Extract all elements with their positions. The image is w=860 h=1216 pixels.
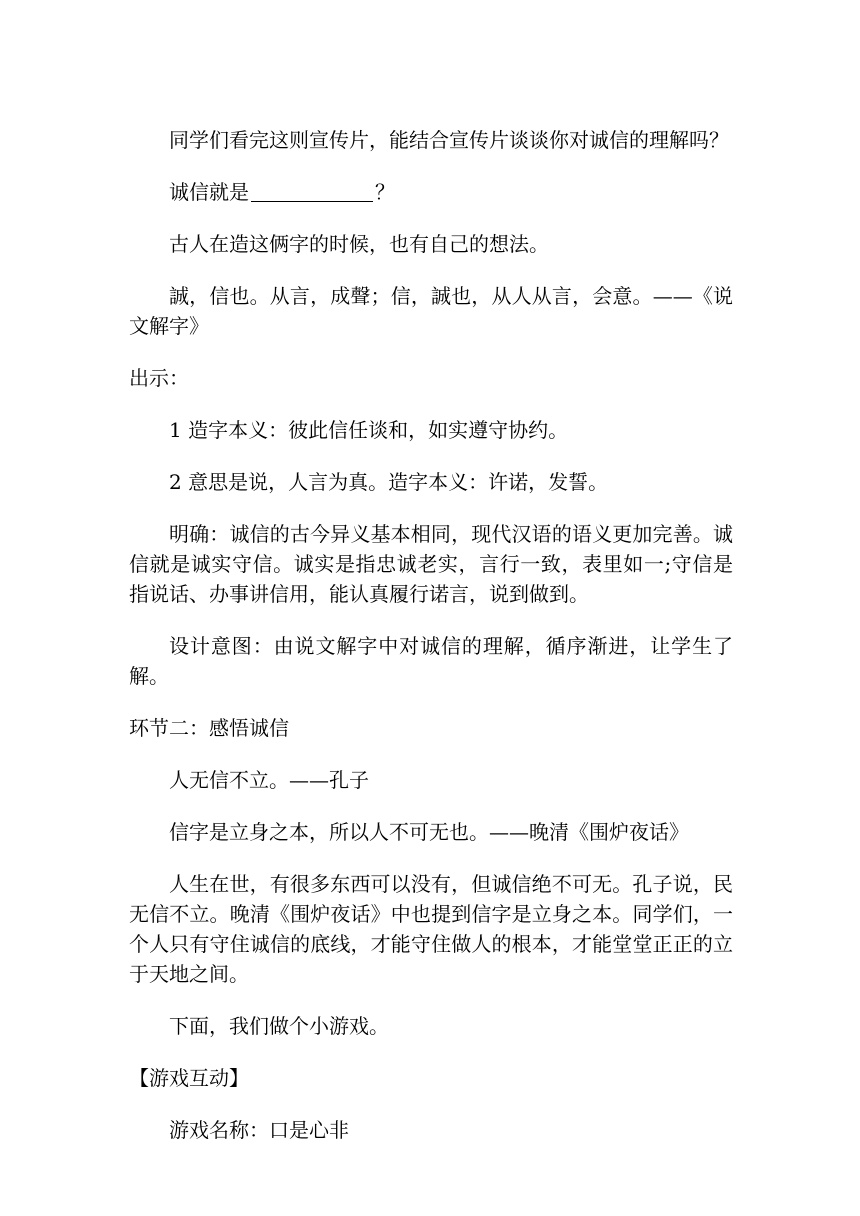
paragraph-life-integrity: 人生在世，有很多东西可以没有，但诚信绝不可无。孔子说，民无信不立。晚清《围炉夜话》中也提到信字是立身之本。同学们，一个人只有守住诚信的底线，才能守住做人的根本，才能堂堂正正的立于天地之间。 xyxy=(129,872,733,986)
paragraph-show-heading: 出示： xyxy=(129,366,189,390)
section-heading-game: 【游戏互动】 xyxy=(129,1066,249,1090)
section-heading-step-two: 环节二：感悟诚信 xyxy=(129,716,289,740)
paragraph-meaning-2: 2 意思是说，人言为真。造字本义：许诺，发誓。 xyxy=(169,470,609,494)
fill-blank-line xyxy=(251,179,373,202)
paragraph-design-intent: 设计意图：由说文解字中对诚信的理解，循序渐进，让学生了解。 xyxy=(129,634,733,688)
document-body xyxy=(129,125,733,1167)
fill-blank-prefix: 诚信就是 xyxy=(169,180,249,204)
paragraph-ancients: 古人在造这俩字的时候，也有自己的想法。 xyxy=(169,232,549,256)
paragraph-game-name: 游戏名称：口是心非 xyxy=(169,1118,349,1142)
paragraph-meaning-1: 1 造字本义：彼此信任谈和，如实遵守协约。 xyxy=(169,418,569,442)
paragraph-clarify: 明确：诚信的古今异义基本相同，现代汉语的语义更加完善。诚信就是诚实守信。诚实是指忠诚老实，言行一致，表里如一;守信是指说话、办事讲信用，能认真履行诺言，说到做到。 xyxy=(129,522,733,606)
fill-blank-suffix: ？ xyxy=(375,180,395,204)
paragraph-shuowen-quote: 誠，信也。从言，成聲；信，誠也，从人从言，会意。——《说文解字》 xyxy=(129,284,733,338)
paragraph-fill-blank xyxy=(129,177,733,207)
paragraph-weilu-quote: 信字是立身之本，所以人不可无也。——晚清《围炉夜话》 xyxy=(169,820,689,844)
paragraph-game-intro: 下面，我们做个小游戏。 xyxy=(169,1014,389,1038)
paragraph-confucius-quote: 人无信不立。——孔子 xyxy=(169,768,369,792)
paragraph-question: 同学们看完这则宣传片，能结合宣传片谈谈你对诚信的理解吗？ xyxy=(169,128,729,152)
